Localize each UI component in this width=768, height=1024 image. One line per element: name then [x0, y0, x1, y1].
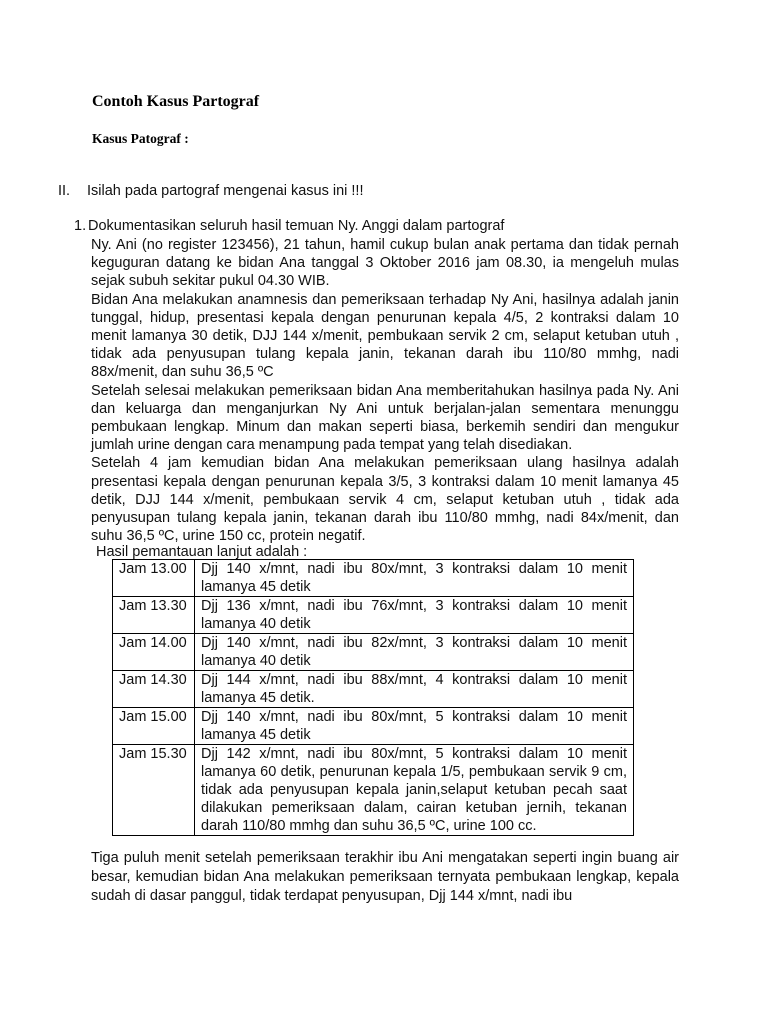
notes-cell: Djj 140 x/mnt, nadi ibu 82x/mnt, 3 kontraksi dalam 10 menit lamanya 40 detik [195, 634, 634, 671]
case-description [91, 236, 679, 545]
paragraph-patient-intro: Ny. Ani (no register 123456), 21 tahun, hamil cukup bulan anak pertama dan tidak pernah keguguran datang ke bidan Ana tanggal 3 Oktober 2016 jam 08.30, ia mengeluh mulas sejak subuh sekitar pukul 04.30 WIB. [91, 237, 679, 290]
time-cell: Jam 15.30 [113, 745, 195, 836]
closing-paragraph: Tiga puluh menit setelah pemeriksaan terakhir ibu Ani mengatakan seperti ingin buang air besar, kemudian bidan Ana melakukan pemeriksaan ternyata pembukaan lengkap, kepala sudah di dasar panggul, tidak terdapat penyusupan, Djj 144 x/mnt, nadi ibu [91, 850, 679, 904]
notes-cell: Djj 140 x/mnt, nadi ibu 80x/mnt, 5 kontraksi dalam 10 menit lamanya 45 detik [195, 708, 634, 745]
item-number: 1. [74, 218, 87, 234]
table-row [113, 597, 634, 634]
list-item-heading [74, 217, 504, 235]
section-heading [58, 182, 363, 200]
table-row [113, 671, 634, 708]
notes-cell: Djj 140 x/mnt, nadi ibu 80x/mnt, 3 kontraksi dalam 10 menit lamanya 45 detik [195, 560, 634, 597]
paragraph-advice: Setelah selesai melakukan pemeriksaan bidan Ana memberitahukan hasilnya pada Ny. Ani dan keluarga dan menganjurkan Ny Ani untuk berjalan-jalan sementara menunggu pembukaan lengkap. Minum dan makan seperti biasa, berkemih sendiri dan mengukur jumlah urine dengan cara menampung pada tempat yang telah disediakan. [91, 382, 679, 454]
notes-cell: Djj 144 x/mnt, nadi ibu 88x/mnt, 4 kontraksi dalam 10 menit lamanya 45 detik. [195, 671, 634, 708]
notes-cell: Djj 136 x/mnt, nadi ibu 76x/mnt, 3 kontraksi dalam 10 menit lamanya 40 detik [195, 597, 634, 634]
table-row [113, 634, 634, 671]
table-row [113, 708, 634, 745]
document-title: Contoh Kasus Partograf [92, 93, 260, 110]
time-cell: Jam 13.00 [113, 560, 195, 597]
section-number: II. [58, 183, 71, 199]
notes-cell: Djj 142 x/mnt, nadi ibu 80x/mnt, 5 kontraksi dalam 10 menit lamanya 60 detik, penurunan kepala 1/5, pembukaan servik 9 cm, tidak ada penyusupan kepala janin,selaput ketuban pecah saat dilakukan pemeriksaan dalam, cairan ketuban jernih, tekanan darah 110/80 mmhg dan suhu 36,5 ºC, urine 100 cc. [195, 745, 634, 836]
paragraph-first-exam: Bidan Ana melakukan anamnesis dan pemeriksaan terhadap Ny Ani, hasilnya adalah janin tunggal, hidup, presentasi kepala dengan penurunan kepala 4/5, 2 kontraksi dalam 10 menit lamanya 30 detik, DJJ 144 x/menit, pembukaan servik 2 cm, selaput ketuban utuh , tidak ada penyusupan tulang kepala janin, tekanan darah ibu 110/80 mmhg, nadi 88x/menit, dan suhu 36,5 ºC [91, 291, 679, 381]
monitoring-table [112, 559, 634, 836]
item-text: Dokumentasikan seluruh hasil temuan Ny. Anggi dalam partograf [88, 218, 505, 234]
section-text: Isilah pada partograf mengenai kasus ini !!! [87, 183, 364, 199]
time-cell: Jam 13.30 [113, 597, 195, 634]
time-cell: Jam 14.30 [113, 671, 195, 708]
time-cell: Jam 15.00 [113, 708, 195, 745]
time-cell: Jam 14.00 [113, 634, 195, 671]
table-row [113, 560, 634, 597]
table-row [113, 745, 634, 836]
paragraph-second-exam: Setelah 4 jam kemudian bidan Ana melakukan pemeriksaan ulang hasilnya adalah presentasi kepala dengan penurunan kepala 3/5, 3 kontraksi dalam 10 menit lamanya 45 detik, DJJ 144 x/menit, pembukaan servik 4 cm, selaput ketuban utuh , tidak ada penyusupan tulang kepala janin, tekanan darah ibu 110/80 mmhg, nadi 84x/menit, dan suhu 36,5 ºC, urine 150 cc, protein negatif. [91, 455, 679, 545]
document-subtitle: Kasus Patograf : [92, 131, 189, 146]
monitoring-label: Hasil pemantauan lanjut adalah : [96, 544, 308, 560]
